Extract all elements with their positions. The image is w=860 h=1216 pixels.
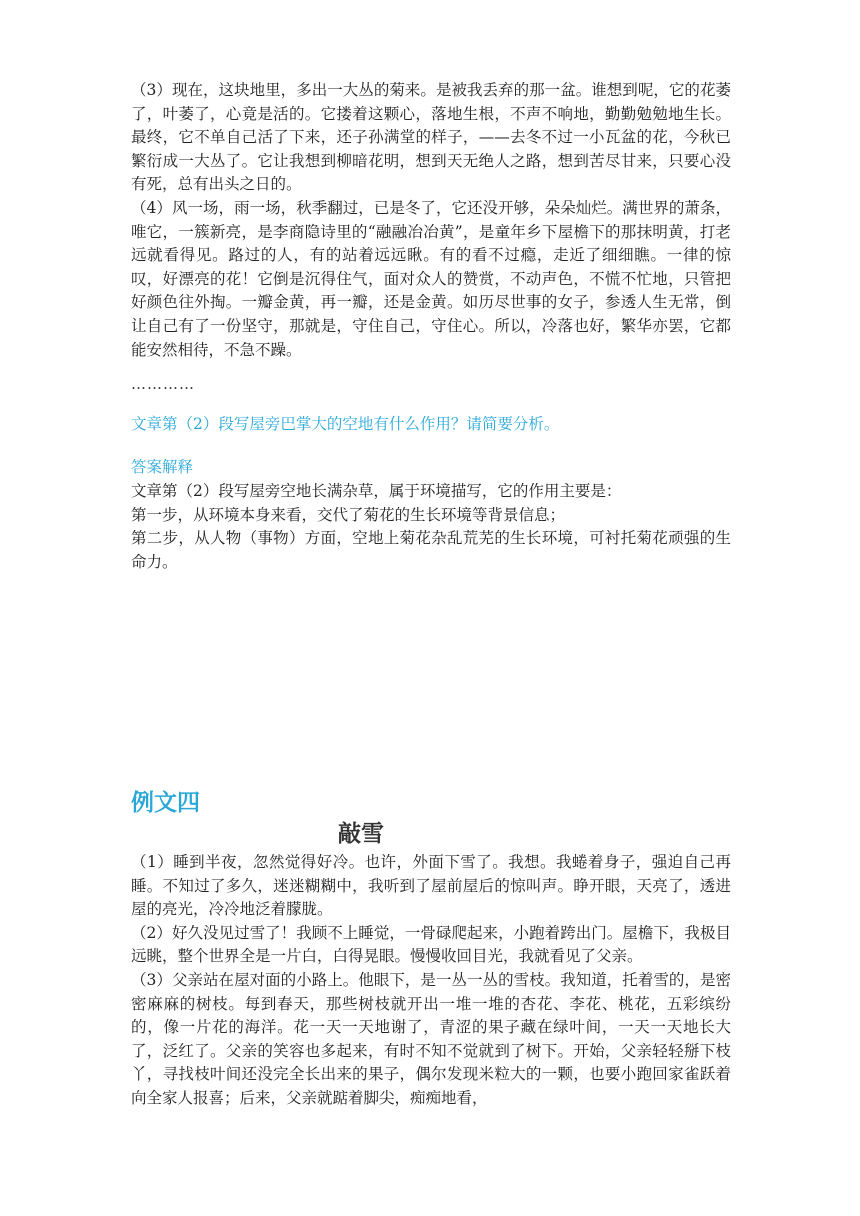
essay-title: 敲雪	[338, 821, 384, 847]
question-text: 文章第（2）段写屋旁巴掌大的空地有什么作用？请简要分析。	[131, 415, 560, 433]
answer-line-1: 文章第（2）段写屋旁空地长满杂草，属于环境描写，它的作用主要是：	[131, 482, 622, 500]
essay-body	[131, 851, 731, 1111]
paragraph-3: （3）现在，这块地里，多出一大丛的菊来。是被我丢弃的那一盆。谁想到呢，它的花萎了，叶萎了，心竟是活的。它搂着这颗心，落地生根，不声不响地，勤勤勉勉地生长。最终，它不单自己活了下来，还子孙满堂的样子，——去冬不过一小瓦盆的花，今秋已繁衍成一大丛了。它让我想到柳暗花明，想到天无绝人之路，想到苦尽甘来，只要心没有死，总有出头之日的。	[131, 81, 731, 194]
answer-line-3: 第二步，从人物（事物）方面，空地上菊花杂乱荒芜的生长环境，可衬托菊花顽强的生命力。	[131, 529, 731, 571]
paragraph-4: （4）风一场，雨一场，秋季翻过，已是冬了，它还没开够，朵朵灿烂。满世界的萧条，唯它，一簇新亮，是李商隐诗里的“融融冶冶黄”，是童年乡下屋檐下的那抹明黄，打老远就看得见。路过的人，有的站着远远瞅。有的看不过瘾，走近了细细瞧。一律的惊叹，好漂亮的花！它倒是沉得住气，面对众人的赞赏，不动声色，不慌不忙地，只管把好颜色往外掏。一瓣金黄，再一瓣，还是金黄。如历尽世事的女子，参透人生无常，倒让自己有了一份坚守，那就是，守住自己，守住心。所以，冷落也好，繁华亦罢，它都能安然相待，不急不躁。	[131, 198, 731, 359]
essay-paragraph-1: （1）睡到半夜，忽然觉得好冷。也许，外面下雪了。我想。我蜷着身子，强迫自己再睡。不知过了多久，迷迷糊糊中，我听到了屋前屋后的惊叫声。睁开眼，天亮了，透进屋的亮光，冷冷地泛着朦胧。	[131, 853, 731, 919]
passage-continued	[131, 79, 731, 362]
essay-paragraph-2: （2）好久没见过雪了！我顾不上睡觉，一骨碌爬起来，小跑着跨出门。屋檐下，我极目远眺，整个世界全是一片白，白得晃眼。慢慢收回目光，我就看见了父亲。	[131, 923, 731, 966]
answer-heading: 答案解释	[131, 458, 194, 476]
omission-ellipsis: …………	[131, 375, 195, 393]
answer-body	[131, 480, 731, 574]
answer-line-2: 第一步，从环境本身来看，交代了菊花的生长环境等背景信息；	[131, 505, 566, 524]
section-heading: 例文四	[131, 790, 200, 816]
essay-paragraph-3: （3）父亲站在屋对面的小路上。他眼下，是一丛一丛的雪枝。我知道，托着雪的，是密密麻麻的树枝。每到春天，那些树枝就开出一堆一堆的杏花、李花、桃花，五彩缤纷的，像一片花的海洋。花一天一天地谢了，青涩的果子藏在绿叶间，一天一天地长大了，泛红了。父亲的笑容也多起来，有时不知不觉就到了树下。开始，父亲轻轻掰下枝丫，寻找枝叶间还没完全长出来的果子，偶尔发现米粒大的一颗，也要小跑回家雀跃着向全家人报喜；后来，父亲就踮着脚尖，痴痴地看，	[131, 970, 731, 1107]
